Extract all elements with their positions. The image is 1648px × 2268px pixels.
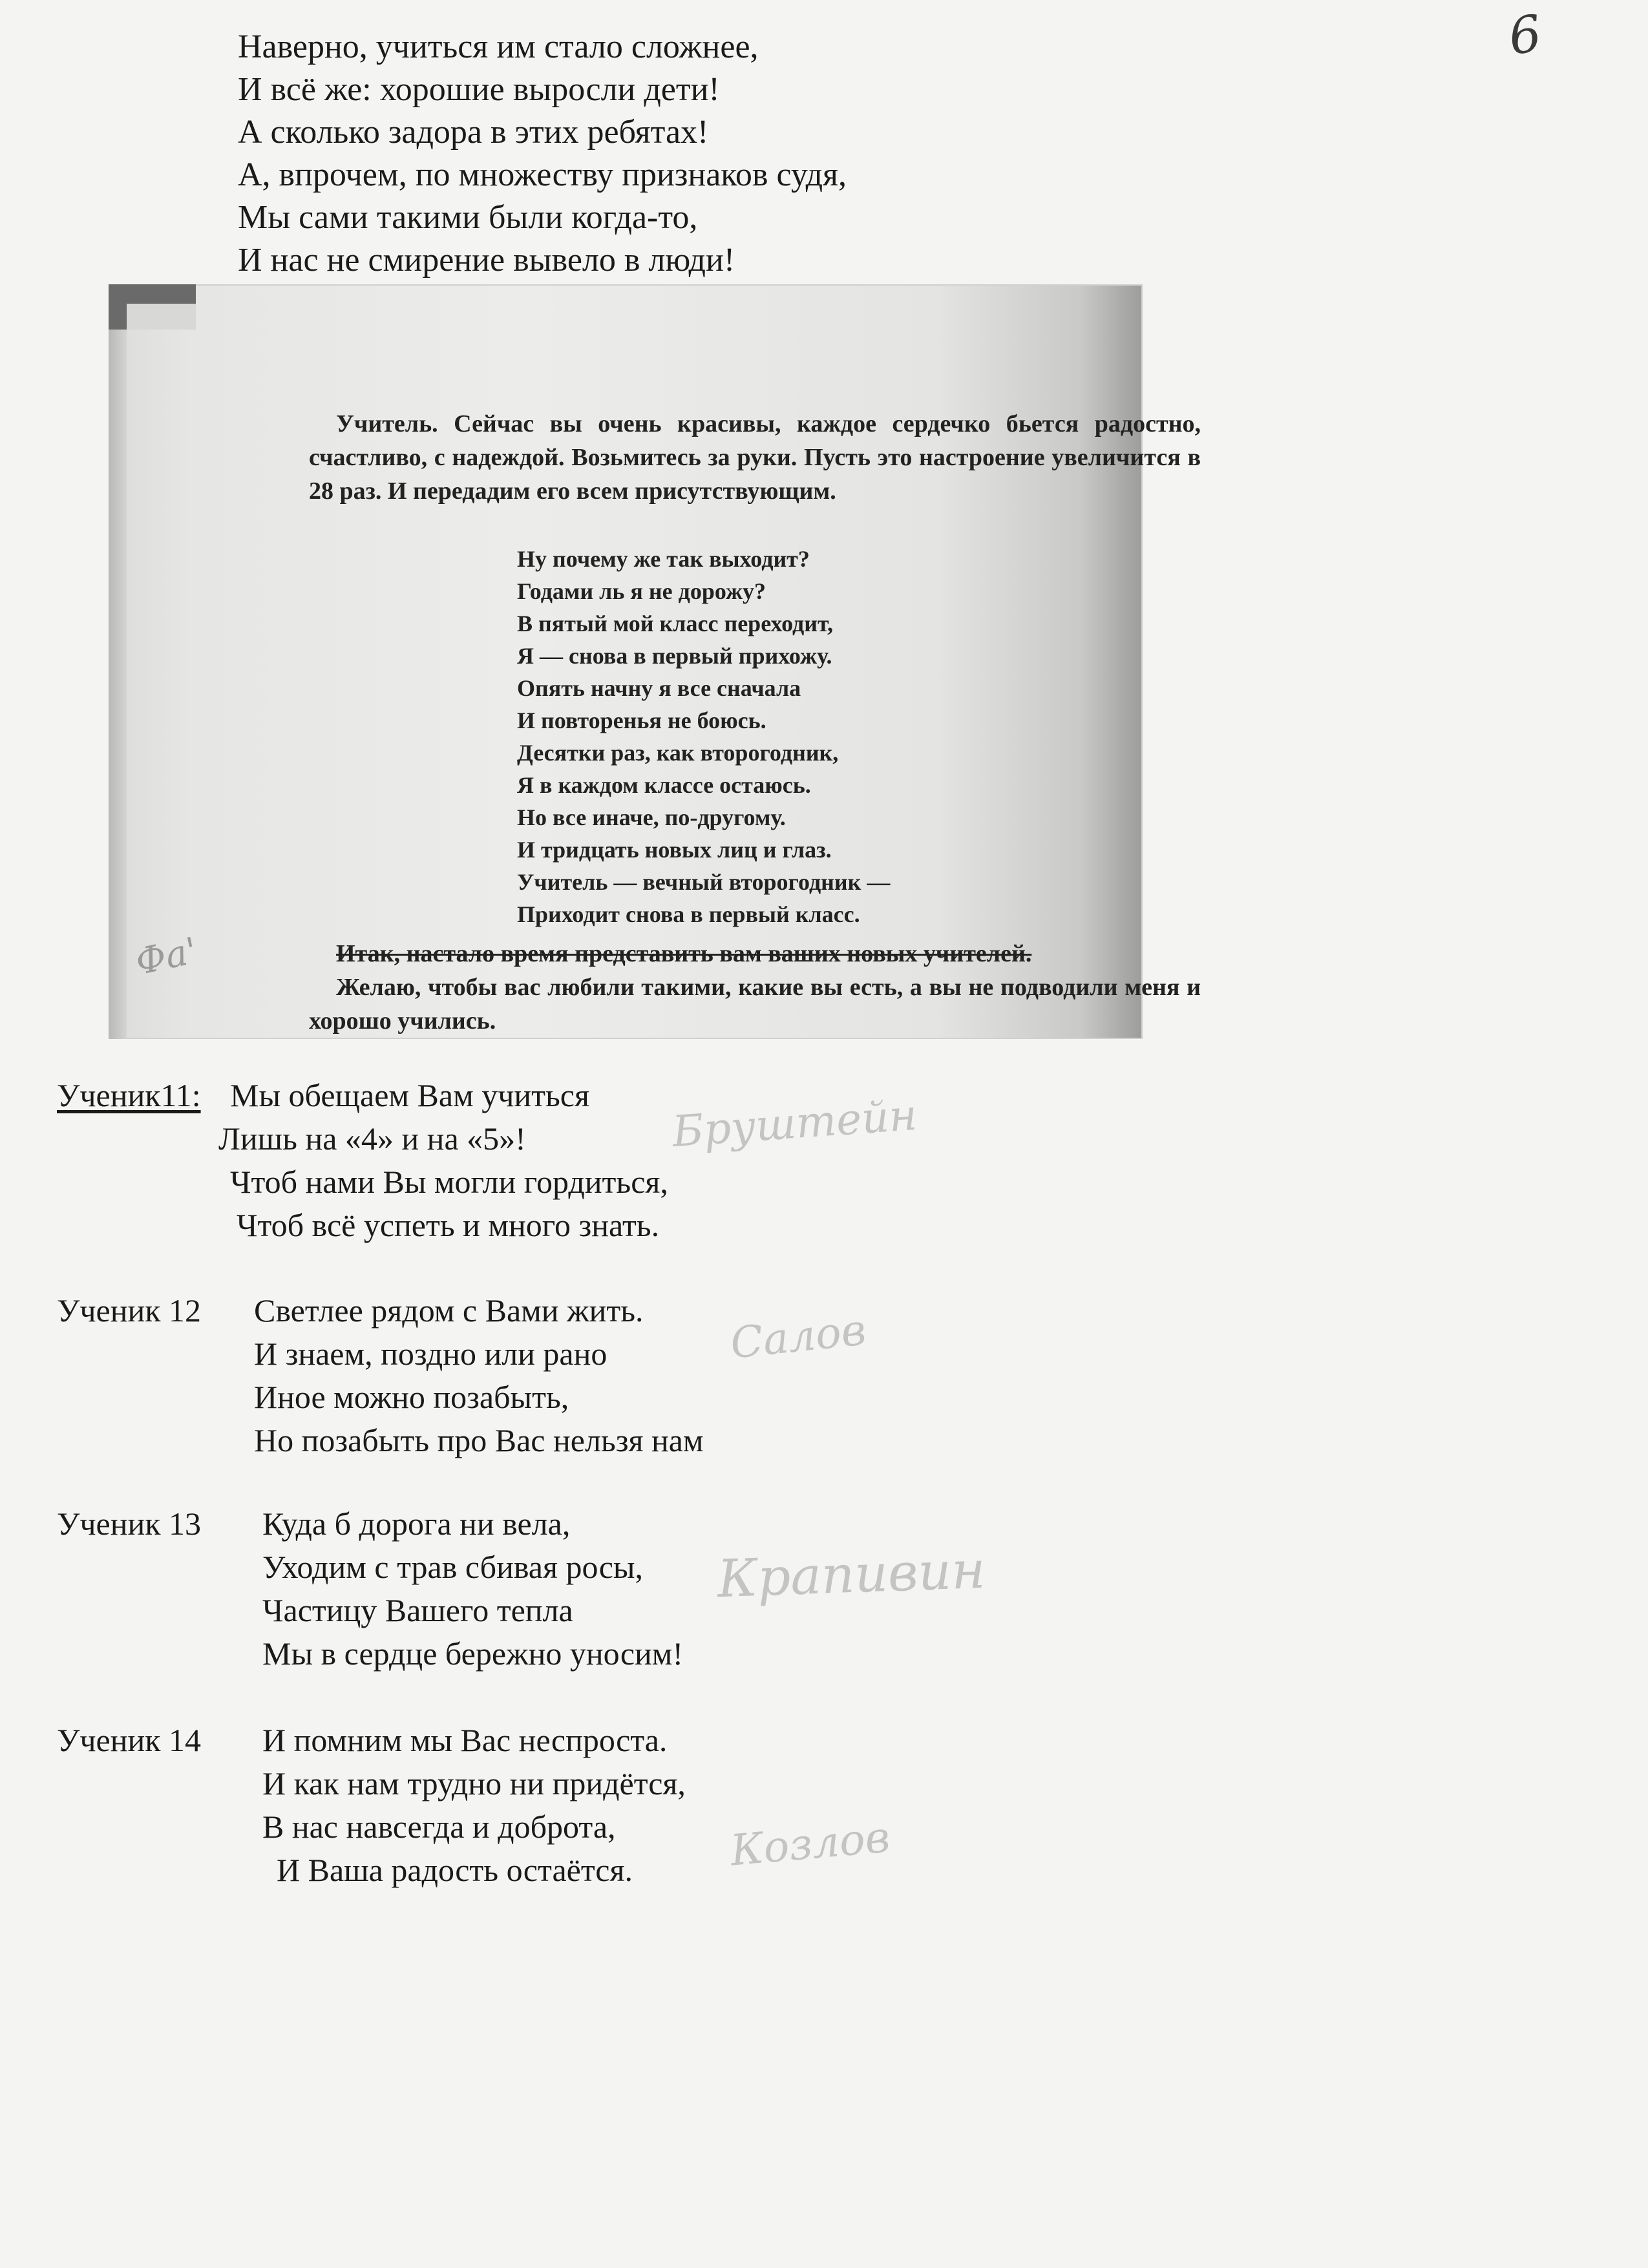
verse-line: И повторенья не боюсь. <box>517 708 766 733</box>
verse-line: Приходит снова в первый класс. <box>517 901 860 927</box>
stanza-line: И Ваша радость остаётся. <box>277 1852 633 1888</box>
student-label: Ученик11: <box>57 1077 201 1113</box>
poem-line: И всё же: хорошие выросли дети! <box>238 71 720 108</box>
stanza-line: Чтоб нами Вы могли гордиться, <box>230 1164 668 1200</box>
verse-line: Ну почему же так выходит? <box>517 546 810 572</box>
clipping-handwritten-mark: Фа' <box>132 929 201 984</box>
stanza-line: Светлее рядом с Вами жить. <box>254 1292 644 1328</box>
poem-line: А сколько задора в этих ребятах! <box>238 114 709 151</box>
stanza-line: В нас навсегда и доброта, <box>262 1809 616 1845</box>
poem-line: И нас не смирение вывело в люди! <box>238 242 735 278</box>
stanza-student-12 <box>57 1289 1026 1483</box>
stanza-line: Частицу Вашего тепла <box>262 1592 573 1628</box>
student-label: Ученик 14 <box>57 1722 202 1758</box>
verse-line: Я в каждом классе остаюсь. <box>517 772 811 798</box>
stanza-line: Чтоб всё успеть и много знать. <box>237 1207 660 1243</box>
stanza-line: Мы в сердце бережно уносим! <box>262 1635 684 1672</box>
verse-line: И тридцать новых лиц и глаз. <box>517 837 832 863</box>
clipping-intro <box>309 407 1201 508</box>
stanza-line: Но позабыть про Вас нельзя нам <box>254 1422 704 1458</box>
clipping-speaker: Учитель. <box>336 410 438 437</box>
clipping-intro-text: Сейчас вы очень красивы, каждое сердечко бьется радостно, счастливо, с надеждой. Возьмитесь за руки. Пусть это настроение увеличится в 28 раз. И передадим его всем присутствующим. <box>309 410 1201 505</box>
verse-line: Опять начну я все сначала <box>517 675 801 701</box>
verse-line: Я — снова в первый прихожу. <box>517 643 832 669</box>
stanza-line: Лишь на «4» и на «5»! <box>218 1120 526 1157</box>
clipping-edge <box>109 284 127 1039</box>
poem-line: Мы сами такими были когда-то, <box>238 199 698 236</box>
student-label: Ученик 13 <box>57 1506 202 1542</box>
pasted-clipping <box>109 284 1201 1039</box>
student-signature: Козлов <box>728 1812 892 1876</box>
page-number: 6 <box>1505 4 1545 67</box>
student-signature: Крапивин <box>716 1539 987 1610</box>
stanza-line: Уходим с трав сбивая росы, <box>262 1549 644 1585</box>
clipping-closing: Желаю, чтобы вас любили такими, какие вы есть, а вы не подводили меня и хорошо учились. <box>309 974 1201 1034</box>
student-signature: Салов <box>728 1305 869 1369</box>
stanza-line: Куда б дорога ни вела, <box>262 1506 571 1542</box>
stanza-line: И знаем, поздно или рано <box>254 1336 607 1372</box>
stanza-line: И помним мы Вас неспроста. <box>262 1722 668 1758</box>
verse-line: Десятки раз, как второгодник, <box>517 740 839 766</box>
clipping-struck-line: Итак, настало время представить вам ваших новых учителей. <box>336 940 1032 967</box>
stanza-line: Иное можно позабыть, <box>254 1379 569 1415</box>
verse-line: В пятый мой класс переходит, <box>517 611 833 636</box>
verse-line: Но все иначе, по-другому. <box>517 804 786 830</box>
poem-line: А, впрочем, по множеству признаков судя, <box>238 156 847 193</box>
student-label: Ученик 12 <box>57 1292 202 1328</box>
clipping-corner-mark <box>109 284 196 330</box>
student-signature: Бруштейн <box>670 1089 919 1157</box>
verse-line: Учитель — вечный второгодник — <box>517 869 891 895</box>
stanza-line: Мы обещаем Вам учиться <box>230 1077 589 1113</box>
top-poem <box>238 26 847 282</box>
verse-line: Годами ль я не дорожу? <box>517 578 766 604</box>
stanza-line: И как нам трудно ни придётся, <box>262 1765 686 1801</box>
poem-line: Наверно, учиться им стало сложнее, <box>238 28 759 65</box>
clipping-verse <box>517 543 890 930</box>
